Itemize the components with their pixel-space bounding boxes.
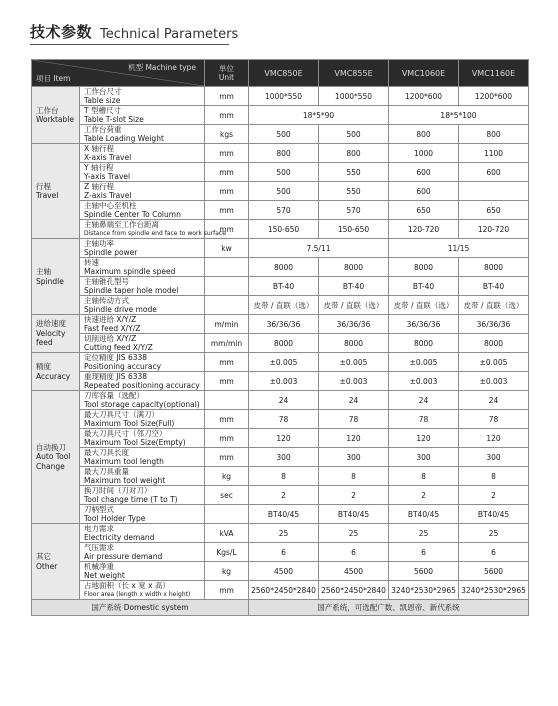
parameter-name-en: Maximum Tool Size(Full): [84, 419, 175, 428]
unit-cell: kVA: [205, 524, 249, 543]
parameter-name-en: Repeated positioning accuracy: [84, 381, 200, 390]
header-model: VMC1060E: [389, 60, 459, 87]
value-cell: 120: [249, 429, 319, 448]
value-cell: 2: [389, 486, 459, 505]
parameter-name-en: Table Loading Weight: [84, 134, 164, 143]
table-row: [32, 182, 529, 201]
value-cell: 2: [249, 486, 319, 505]
table-row: [32, 429, 529, 448]
value-cell: 皮带 / 直联（选）: [319, 296, 389, 315]
value-cell: 24: [319, 391, 389, 410]
table-row: [32, 87, 529, 106]
unit-cell: mm/min: [205, 334, 249, 353]
parameter-name-zh: 最大刀具长度: [84, 448, 129, 457]
parameter-cell: [80, 258, 205, 277]
value-cell: 6: [389, 543, 459, 562]
value-cell: 皮带 / 直联（选）: [389, 296, 459, 315]
unit-cell: [205, 505, 249, 524]
value-cell: 800: [249, 144, 319, 163]
group-label: [32, 144, 80, 239]
table-row: [32, 163, 529, 182]
value-cell: ±0.005: [389, 353, 459, 372]
parameter-name-zh: 主轴传动方式: [84, 296, 129, 305]
unit-cell: kg: [205, 562, 249, 581]
parameter-cell: [80, 239, 205, 258]
title-underline: [30, 44, 229, 45]
value-cell: 皮带 / 直联（选）: [249, 296, 319, 315]
parameter-name-en: X-axis Travel: [84, 153, 132, 162]
unit-cell: mm: [205, 182, 249, 201]
parameter-name-zh: T 型槽尺寸: [84, 106, 121, 115]
parameter-cell: [80, 562, 205, 581]
unit-cell: Kgs/L: [205, 543, 249, 562]
unit-cell: mm: [205, 581, 249, 600]
table-row: [32, 239, 529, 258]
value-cell: BT40/45: [459, 505, 529, 524]
value-cell: ±0.003: [249, 372, 319, 391]
parameter-name-en: Y-axis Travel: [84, 172, 131, 181]
value-cell: 120-720: [389, 220, 459, 239]
group-label-zh: 工作台: [36, 105, 59, 115]
unit-cell: kgs: [205, 125, 249, 144]
parameter-name-en: Z-axis Travel: [84, 191, 132, 200]
unit-cell: m/min: [205, 315, 249, 334]
footer-row: [32, 600, 529, 616]
value-cell-merged: 7.5/11: [249, 239, 389, 258]
parameter-cell: [80, 391, 205, 410]
value-cell: BT-40: [319, 277, 389, 296]
header-item-cell: [32, 60, 205, 87]
value-cell: 78: [319, 410, 389, 429]
value-cell: 36/36/36: [249, 315, 319, 334]
parameter-name-en: Air pressure demand: [84, 552, 163, 561]
value-cell: 1200*600: [459, 87, 529, 106]
parameter-name-zh: 占地面积（长 x 宽 x 高）: [84, 581, 170, 590]
table-row: [32, 106, 529, 125]
header-item: 项目 Item: [36, 74, 71, 83]
parameter-name-zh: Z 轴行程: [84, 182, 115, 191]
parameter-cell: [80, 87, 205, 106]
value-cell: 1200*600: [389, 87, 459, 106]
group-label-en: Velocity feed: [36, 328, 66, 348]
table-row: [32, 467, 529, 486]
parameter-cell: [80, 505, 205, 524]
value-cell: 4500: [249, 562, 319, 581]
parameter-name-zh: 工作台尺寸: [84, 87, 122, 96]
value-cell: 6: [319, 543, 389, 562]
parameter-cell: [80, 410, 205, 429]
value-cell: 8000: [389, 258, 459, 277]
value-cell: BT-40: [389, 277, 459, 296]
value-cell: BT40/45: [319, 505, 389, 524]
parameter-name-zh: 主轴中心至机柱: [84, 201, 137, 210]
value-cell: 8000: [459, 258, 529, 277]
group-label-en: Auto Tool Change: [36, 452, 71, 471]
parameter-name-en: Tool change time (T to T): [84, 495, 178, 504]
table-row: [32, 505, 529, 524]
unit-cell: mm: [205, 448, 249, 467]
parameter-name-en: Spindle power: [84, 248, 138, 257]
value-cell: 8000: [319, 334, 389, 353]
parameter-name-zh: 刀库容量（选配）: [84, 391, 144, 400]
value-cell: 24: [459, 391, 529, 410]
unit-cell: mm: [205, 144, 249, 163]
parameter-name-en: Floor area (length x width x height): [84, 591, 191, 598]
parameter-name-en: Positioning accuracy: [84, 362, 162, 371]
table-row: [32, 524, 529, 543]
value-cell: 300: [459, 448, 529, 467]
parameter-cell: [80, 144, 205, 163]
value-cell: 120: [459, 429, 529, 448]
table-row: [32, 315, 529, 334]
value-cell: 36/36/36: [389, 315, 459, 334]
unit-cell: sec: [205, 486, 249, 505]
value-cell: 6: [459, 543, 529, 562]
group-label-en: Worktable: [36, 115, 74, 124]
group-label: [32, 353, 80, 391]
unit-cell: kw: [205, 239, 249, 258]
value-cell: 150-650: [319, 220, 389, 239]
value-cell: 25: [389, 524, 459, 543]
parameter-cell: [80, 220, 226, 239]
value-cell: 8: [459, 467, 529, 486]
value-cell: 120: [319, 429, 389, 448]
value-cell: 300: [249, 448, 319, 467]
value-cell: 1000: [389, 144, 459, 163]
table-row: [32, 410, 529, 429]
table-row: [32, 372, 529, 391]
group-label: [32, 239, 80, 315]
value-cell: BT-40: [249, 277, 319, 296]
group-label-en: Spindle: [36, 276, 64, 286]
parameter-name-zh: 主轴锥孔型号: [84, 277, 129, 286]
table-row: [32, 448, 529, 467]
value-cell: 8: [389, 467, 459, 486]
parameter-name-zh: 快速进给 X/Y/Z: [84, 315, 137, 324]
group-label-zh: 行程: [36, 181, 51, 191]
value-cell: 8000: [319, 258, 389, 277]
parameter-cell: [80, 334, 205, 353]
value-cell: 8: [319, 467, 389, 486]
parameter-name-en: Table T-slot Size: [84, 115, 144, 124]
value-cell: 2: [459, 486, 529, 505]
unit-cell: mm: [205, 220, 249, 239]
value-cell: 120: [389, 429, 459, 448]
parameter-cell: [80, 429, 205, 448]
value-cell-merged: 11/15: [389, 239, 529, 258]
header-model: VMC855E: [319, 60, 389, 87]
value-cell: 78: [459, 410, 529, 429]
value-cell: ±0.005: [459, 353, 529, 372]
unit-cell: mm: [205, 372, 249, 391]
parameter-cell: [80, 372, 205, 391]
parameter-name-zh: 主轴鼻端至工作台距离: [84, 220, 159, 229]
table-row: [32, 581, 529, 600]
parameter-cell: [80, 486, 205, 505]
parameter-name-en: Spindle taper hole model: [84, 286, 179, 295]
header-row: [32, 60, 529, 87]
parameter-cell: [80, 448, 205, 467]
group-label-zh: 精度: [36, 362, 51, 371]
unit-cell: mm: [205, 87, 249, 106]
parameter-name-en: Table size: [84, 96, 121, 105]
parameter-cell: [80, 125, 205, 144]
value-cell: 800: [459, 125, 529, 144]
parameter-cell: [80, 315, 205, 334]
value-cell: BT40/45: [389, 505, 459, 524]
parameter-name-zh: 电力需求: [84, 524, 114, 533]
value-cell: 6: [249, 543, 319, 562]
table-row: [32, 144, 529, 163]
value-cell: 2560*2450*2840: [319, 581, 389, 600]
value-cell: ±0.003: [459, 372, 529, 391]
value-cell: 800: [319, 144, 389, 163]
table-row: [32, 277, 529, 296]
unit-cell: [205, 296, 249, 315]
value-cell: ±0.003: [319, 372, 389, 391]
value-cell: ±0.005: [249, 353, 319, 372]
parameter-name-en: Maximum tool length: [84, 457, 164, 466]
value-cell: 1000*550: [319, 87, 389, 106]
table-row: [32, 353, 529, 372]
value-cell: 25: [319, 524, 389, 543]
parameter-name-zh: 刀柄型式: [84, 505, 114, 514]
value-cell: 650: [459, 201, 529, 220]
parameter-name-zh: 最大刀具重量: [84, 467, 129, 476]
value-cell: 550: [319, 182, 389, 201]
technical-parameters-table: [31, 59, 529, 616]
value-cell: 24: [249, 391, 319, 410]
value-cell: 4500: [319, 562, 389, 581]
parameter-name-en: Net weight: [84, 571, 125, 580]
group-label: [32, 391, 80, 524]
group-label: [32, 524, 80, 600]
unit-cell: [205, 258, 249, 277]
unit-cell: [205, 391, 249, 410]
value-cell: 8: [249, 467, 319, 486]
parameter-name-zh: 定位精度 JIS 6338: [84, 353, 148, 362]
value-cell: 2: [319, 486, 389, 505]
section-title: [30, 22, 238, 42]
value-cell: 500: [249, 163, 319, 182]
header-unit: [205, 60, 249, 87]
table-row: [32, 201, 529, 220]
value-cell: 78: [389, 410, 459, 429]
parameter-name-zh: 切削进给 X/Y/Z: [84, 334, 137, 343]
value-cell: BT-40: [459, 277, 529, 296]
value-cell: 500: [319, 125, 389, 144]
parameter-name-en: Spindle Center To Column: [84, 210, 181, 219]
parameter-name-zh: X 轴行程: [84, 144, 115, 153]
parameter-name-zh: Y 轴行程: [84, 163, 114, 172]
value-cell-merged: 18*5*100: [389, 106, 529, 125]
unit-cell: mm: [205, 429, 249, 448]
parameter-cell: [80, 106, 205, 125]
table-row: [32, 486, 529, 505]
parameter-cell: [80, 467, 205, 486]
table-row: [32, 391, 529, 410]
value-cell: 600: [389, 182, 459, 201]
value-cell: 24: [389, 391, 459, 410]
parameter-cell: [80, 524, 205, 543]
parameter-cell: [80, 182, 205, 201]
parameter-name-en: Maximum Tool Size(Empty): [84, 438, 186, 447]
group-label-zh: 主轴: [36, 267, 51, 276]
parameter-cell: [80, 296, 205, 315]
value-cell: 2560*2450*2840: [249, 581, 319, 600]
value-cell: 皮带 / 直联（选）: [459, 296, 529, 315]
parameter-name-en: Spindle drive mode: [84, 305, 157, 314]
value-cell: 36/36/36: [459, 315, 529, 334]
table-row: [32, 125, 529, 144]
unit-cell: mm: [205, 201, 249, 220]
footer-system-label: 国产系统 Domestic system: [32, 600, 249, 616]
parameter-cell: [80, 163, 205, 182]
value-cell: 3240*2530*2965: [459, 581, 529, 600]
value-cell: ±0.005: [319, 353, 389, 372]
group-label: [32, 315, 80, 353]
value-cell: 650: [389, 201, 459, 220]
value-cell: 5600: [389, 562, 459, 581]
value-cell: 1100: [459, 144, 529, 163]
title-english: Technical Parameters: [100, 27, 239, 42]
unit-cell: kg: [205, 467, 249, 486]
value-cell: 550: [319, 163, 389, 182]
value-cell: 500: [249, 125, 319, 144]
group-label: [32, 87, 80, 144]
value-cell: 150-650: [249, 220, 319, 239]
value-cell: [459, 182, 529, 201]
parameter-name-zh: 最大刀具尺寸（满刀）: [84, 410, 159, 419]
unit-cell: mm: [205, 106, 249, 125]
value-cell: 8000: [459, 334, 529, 353]
group-label-en: Accuracy: [36, 371, 71, 381]
unit-cell: mm: [205, 410, 249, 429]
value-cell: 600: [459, 163, 529, 182]
parameter-cell: [80, 201, 205, 220]
value-cell: 8000: [249, 334, 319, 353]
value-cell: 800: [389, 125, 459, 144]
parameter-name-en: Maximum tool weight: [84, 476, 166, 485]
value-cell: 36/36/36: [319, 315, 389, 334]
value-cell: 570: [319, 201, 389, 220]
parameter-name-zh: 转速: [84, 258, 99, 267]
value-cell: 300: [319, 448, 389, 467]
header-model: VMC1160E: [459, 60, 529, 87]
parameter-name-zh: 工作台荷重: [84, 125, 122, 134]
parameter-name-zh: 最大刀具尺寸（邻刀空）: [84, 429, 167, 438]
value-cell: ±0.003: [389, 372, 459, 391]
value-cell: 300: [389, 448, 459, 467]
value-cell: 5600: [459, 562, 529, 581]
value-cell: 120-720: [459, 220, 529, 239]
parameter-name-en: Fast feed X/Y/Z: [84, 324, 141, 333]
table-row: [32, 258, 529, 277]
value-cell: 570: [249, 201, 319, 220]
table-row: [32, 220, 529, 239]
parameter-name-en: Tool storage capacity(optional): [84, 400, 200, 409]
parameter-name-en: Distance from spindle end face to work surface: [84, 230, 226, 237]
value-cell: 3240*2530*2965: [389, 581, 459, 600]
table-row: [32, 334, 529, 353]
unit-cell: [205, 277, 249, 296]
value-cell: 8000: [249, 258, 319, 277]
header-machine-type: 机型 Machine type: [128, 63, 196, 72]
parameter-cell: [80, 543, 205, 562]
group-label-en: Travel: [36, 191, 59, 200]
footer-system-note: 国产系统，可选配广数、凯恩帝、新代系统: [249, 600, 529, 616]
value-cell: 8000: [389, 334, 459, 353]
group-label-zh: 进给速度: [36, 319, 66, 329]
parameter-cell: [80, 277, 205, 296]
parameter-name-en: Maximum spindle speed: [84, 267, 176, 276]
value-cell: 78: [249, 410, 319, 429]
value-cell: BT40/45: [249, 505, 319, 524]
group-label-zh: 自动换刀: [36, 442, 66, 452]
parameter-name-en: Electricity demand: [84, 533, 155, 542]
table-row: [32, 562, 529, 581]
parameter-name-zh: 主轴功率: [84, 239, 114, 248]
parameter-cell: [80, 353, 205, 372]
value-cell: 25: [459, 524, 529, 543]
parameter-name-zh: 机械净重: [84, 562, 114, 571]
value-cell: 25: [249, 524, 319, 543]
value-cell: 1000*550: [249, 87, 319, 106]
value-cell: 600: [389, 163, 459, 182]
parameter-name-en: Cutting feed X/Y/Z: [84, 343, 153, 352]
table-row: [32, 296, 529, 315]
value-cell: 500: [249, 182, 319, 201]
parameter-name-zh: 换刀时间（刀对刀）: [84, 486, 152, 495]
header-unit-en: Unit: [218, 73, 235, 82]
title-chinese: 技术参数: [30, 23, 93, 41]
group-label-en: Other: [36, 561, 58, 571]
table-row: [32, 543, 529, 562]
parameter-name-zh: 重现精度 JIS 6338: [84, 372, 148, 381]
unit-cell: mm: [205, 353, 249, 372]
group-label-zh: 其它: [36, 552, 51, 561]
parameter-cell: [80, 581, 205, 600]
header-unit-zh: 单位: [219, 64, 234, 73]
unit-cell: mm: [205, 163, 249, 182]
parameter-name-en: Tool Holder Type: [84, 514, 146, 523]
parameter-name-zh: 气压需求: [84, 543, 114, 552]
header-model: VMC850E: [249, 60, 319, 87]
value-cell-merged: 18*5*90: [249, 106, 389, 125]
